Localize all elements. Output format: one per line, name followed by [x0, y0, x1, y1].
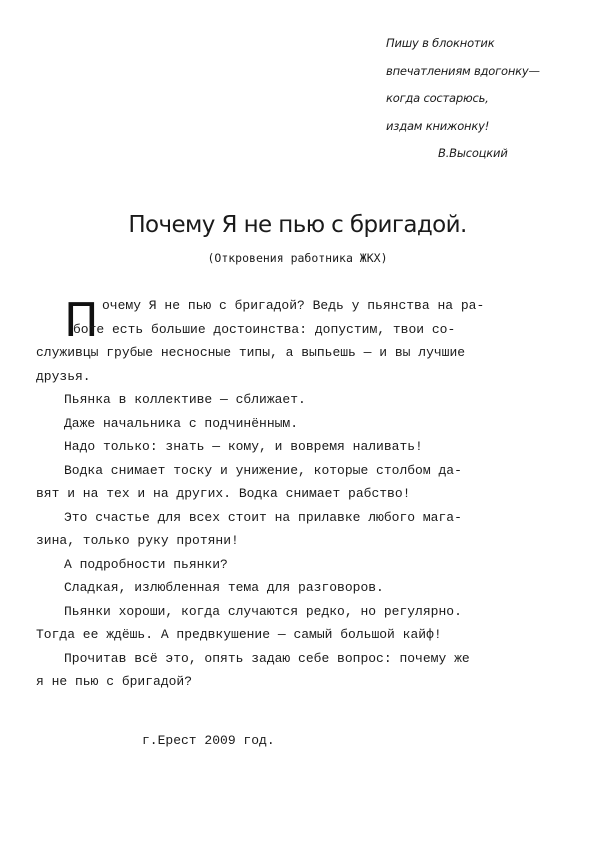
- epigraph: [386, 34, 576, 162]
- text-line: Сладкая, излюбленная тема для разговоров.: [64, 580, 384, 595]
- text-line: Даже начальника с подчинённым.: [64, 415, 299, 431]
- epigraph-line: Пишу в блокнотик: [386, 36, 495, 50]
- text-line: я не пью с бригадой?: [36, 674, 193, 689]
- text-line: очему Я не пью с бригадой? Ведь у пьянства на ра-: [102, 298, 485, 313]
- epigraph-line: когда состарюсь,: [386, 91, 489, 105]
- text-line: Пьянки хороши, когда случаются редко, но регулярно.: [64, 603, 462, 619]
- document-subtitle: (Откровения работника ЖКХ): [207, 251, 388, 265]
- signature: г.Ерест 2009 год.: [142, 733, 275, 748]
- text-line: А подробности пьянки?: [64, 556, 228, 572]
- epigraph-line: издам книжонку!: [386, 118, 490, 133]
- text-line: Прочитав всё это, опять задаю себе вопрос: почему же: [64, 650, 470, 666]
- drop-cap: П: [64, 293, 99, 347]
- text-line: зина, только руку протяни!: [36, 533, 239, 548]
- body-text: [36, 294, 564, 694]
- text-line: Тогда ее ждёшь. А предвкушение — самый большой кайф!: [36, 627, 442, 642]
- text-line: Пьянка в коллективе — сближает.: [64, 392, 306, 407]
- text-line: боте есть большие достоинства: допустим, твои со-: [73, 321, 456, 337]
- text-line: Водка снимает тоску и унижение, которые столбом да-: [64, 462, 462, 478]
- epigraph-line: впечатлениям вдогонку—: [386, 63, 540, 78]
- text-line: служивцы грубые несносные типы, а выпьешь — и вы лучшие: [36, 345, 466, 360]
- text-line: Надо только: знать — кому, и вовремя наливать!: [64, 439, 423, 454]
- document-title: Почему Я не пью с бригадой.: [128, 212, 467, 238]
- text-line: друзья.: [36, 368, 91, 384]
- text-line: Это счастье для всех стоит на прилавке любого мага-: [64, 509, 462, 525]
- text-line: вят и на тех и на других. Водка снимает рабство!: [36, 486, 411, 501]
- epigraph-author: В.Высоцкий: [438, 146, 508, 160]
